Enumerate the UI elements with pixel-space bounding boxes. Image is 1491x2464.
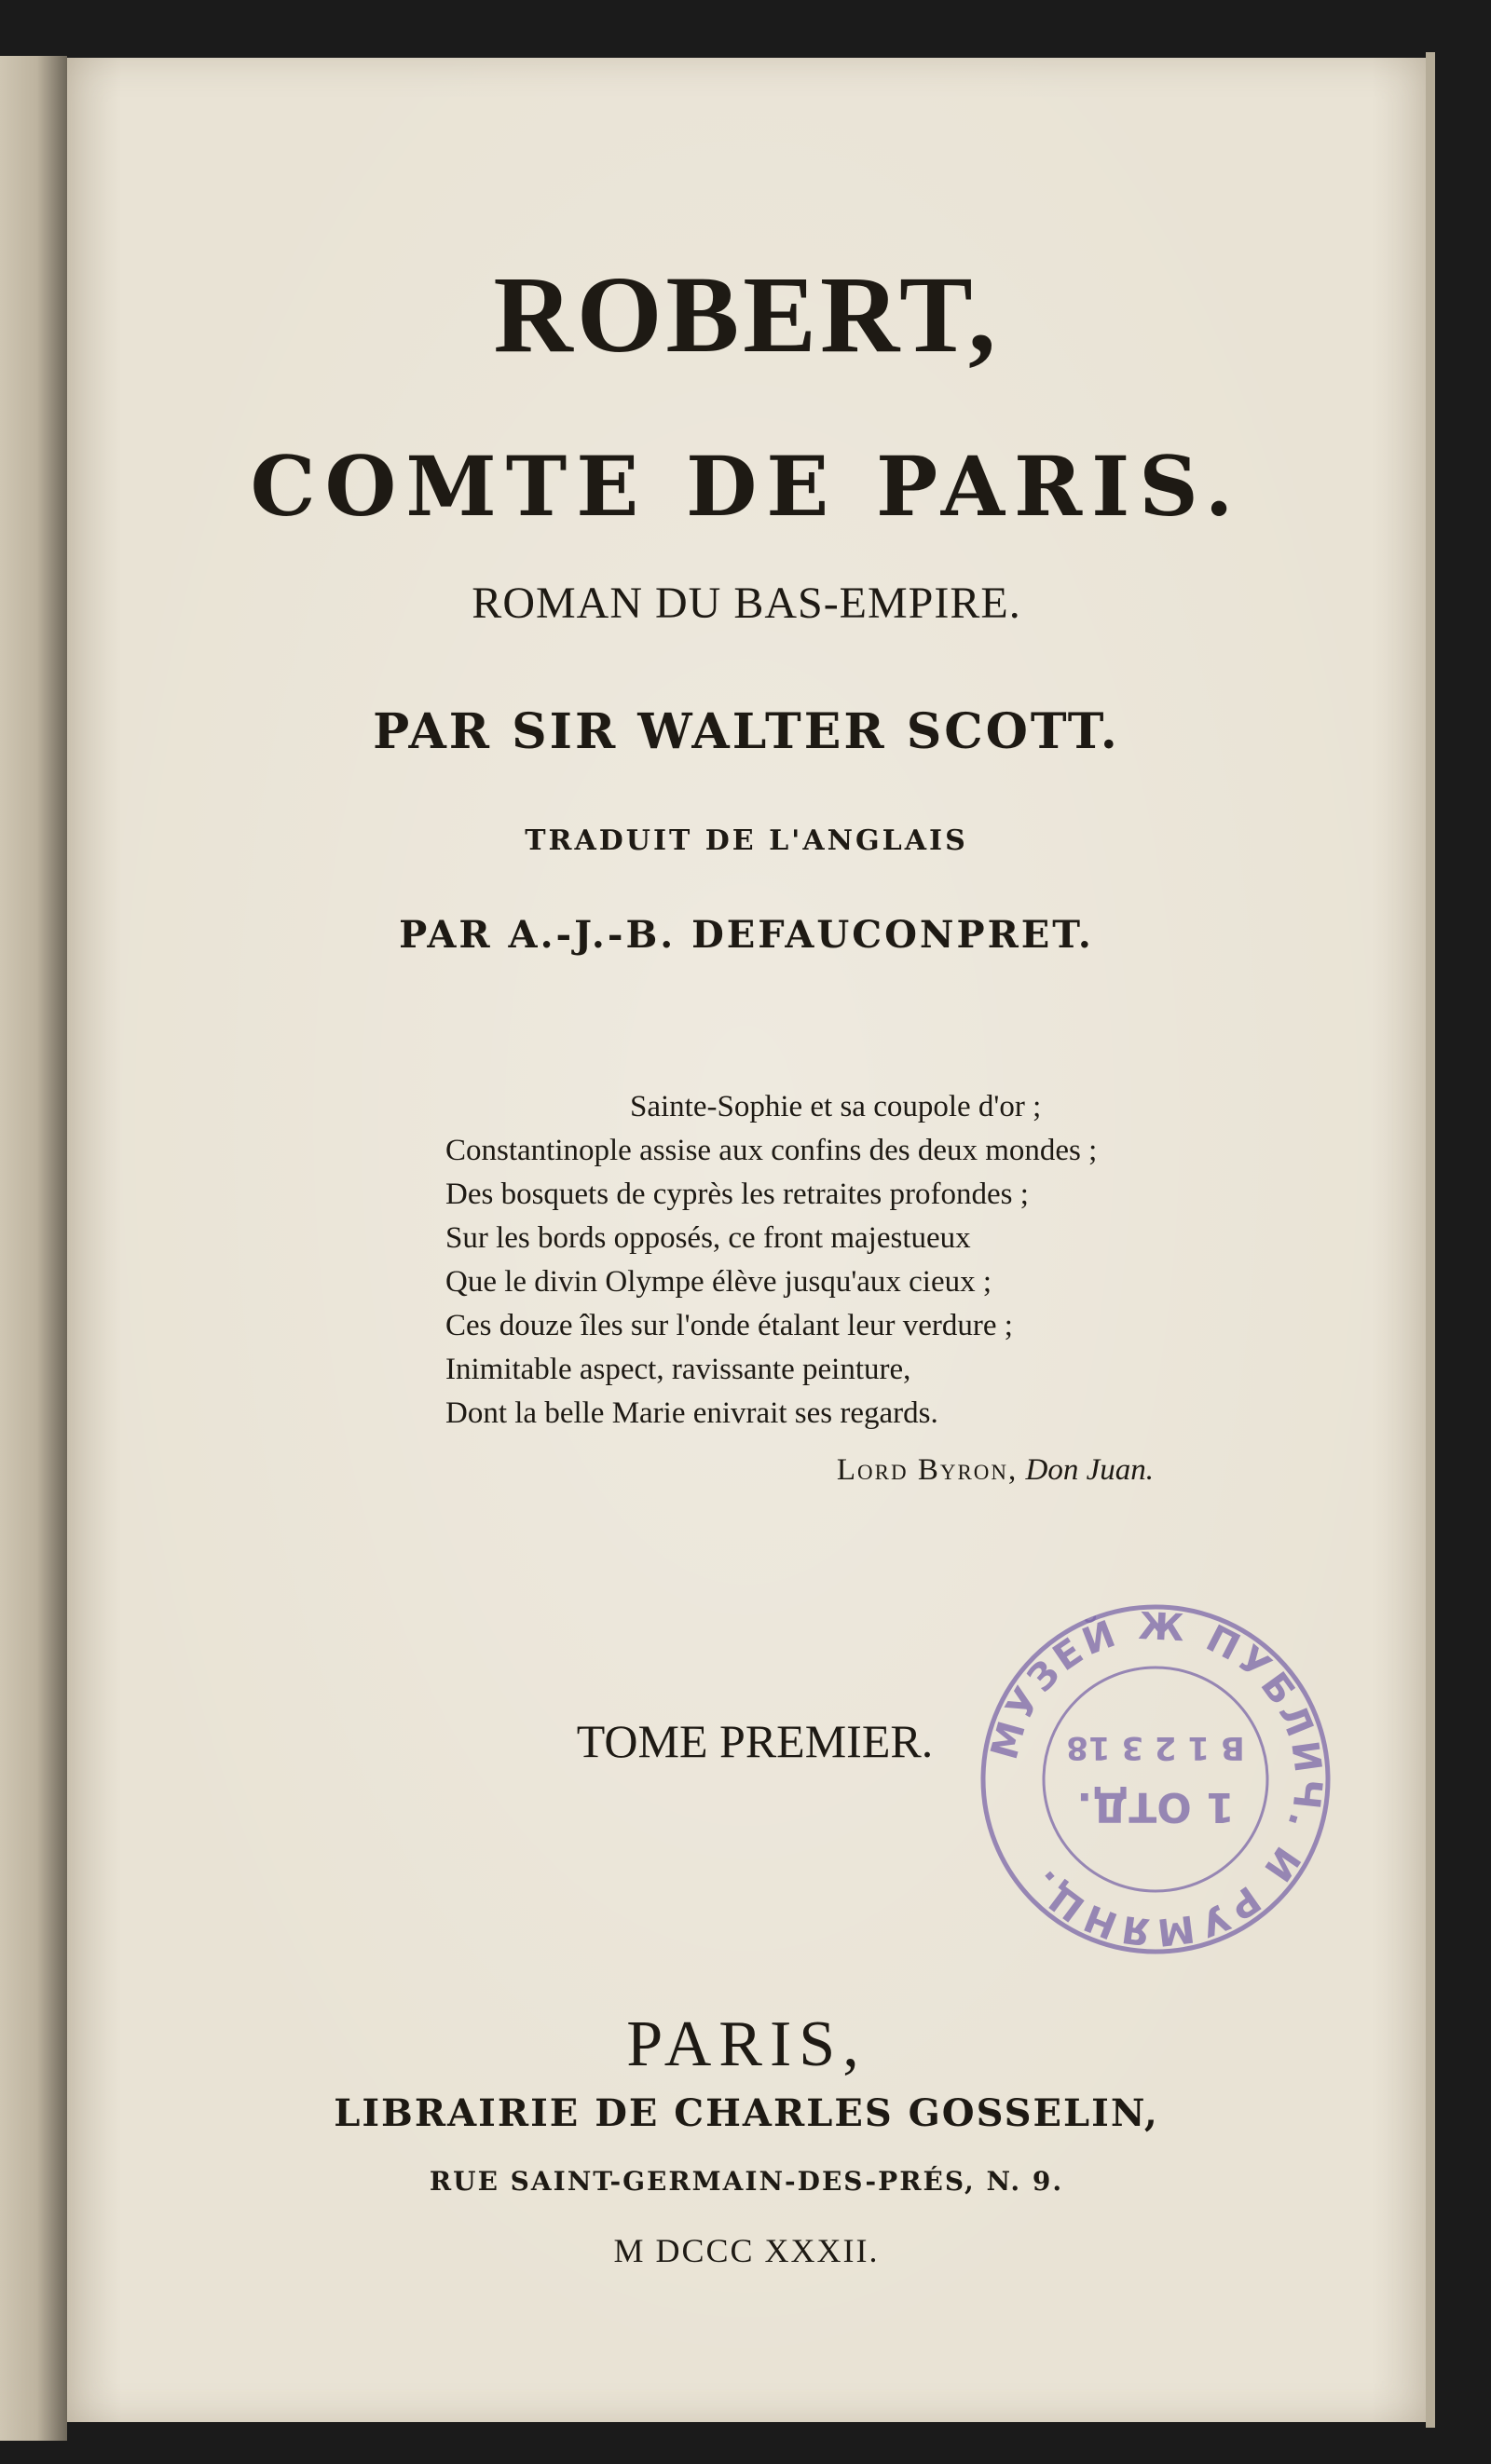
volume-label: TOME PREMIER. — [576, 1715, 934, 1767]
genre-line: ROMAN DU BAS-EMPIRE. — [472, 579, 1021, 628]
imprint-city: PARIS, — [626, 2008, 867, 2080]
stamp-inner-line-1: 1 ОТД. — [1076, 1783, 1235, 1831]
imprint-date: M DCCC XXXII. — [613, 2232, 880, 2269]
stamp-ring-textpath: МУЗЕЙ Ж ПУБЛИЧ. И РУМЯНЦ. — [982, 1604, 1330, 1954]
epigraph-line: Constantinople assise aux confins des deux mondes ; — [445, 1134, 1098, 1167]
epigraph-line: Sur les bords opposés, ce front majestueux — [445, 1221, 971, 1255]
epigraph-line: Des bosquets de cyprès les retraites profondes ; — [445, 1178, 1029, 1211]
book-title: ROBERT, — [493, 253, 1000, 375]
imprint-address: RUE SAINT-GERMAIN-DES-PRÉS, N. 9. — [429, 2166, 1064, 2197]
imprint-publisher: LIBRAIRIE DE CHARLES GOSSELIN, — [334, 2091, 1159, 2135]
translation-note: TRADUIT DE L'ANGLAIS — [525, 824, 968, 857]
epigraph-line: Ces douze îles sur l'onde étalant leur verdure ; — [445, 1309, 1013, 1342]
book-subtitle: COMTE DE PARIS. — [250, 438, 1243, 535]
stamp-inner-line-2: В 1 2 3 18 — [1066, 1729, 1245, 1766]
epigraph-line: Sainte-Sophie et sa coupole d'or ; — [630, 1090, 1042, 1123]
author-line: PAR SIR WALTER SCOTT. — [373, 703, 1120, 760]
epigraph-line: Dont la belle Marie enivrait ses regards. — [445, 1396, 938, 1430]
epigraph-attribution — [445, 1453, 1154, 1488]
page-edge — [1426, 52, 1435, 2428]
stamp-inner-ring — [1044, 1668, 1267, 1891]
epigraph-line: Inimitable aspect, ravissante peinture, — [445, 1353, 911, 1386]
attribution-work: Don Juan. — [1025, 1453, 1154, 1487]
attribution-author: Lord Byron, — [836, 1453, 1019, 1487]
translator-line: PAR A.-J.-B. DEFAUCONPRET. — [399, 913, 1094, 957]
epigraph — [445, 1085, 1247, 1436]
library-stamp — [974, 1598, 1337, 1961]
book-gutter — [0, 56, 67, 2441]
epigraph-line: Que le divin Olympe élève jusqu'aux cieux ; — [445, 1265, 992, 1299]
